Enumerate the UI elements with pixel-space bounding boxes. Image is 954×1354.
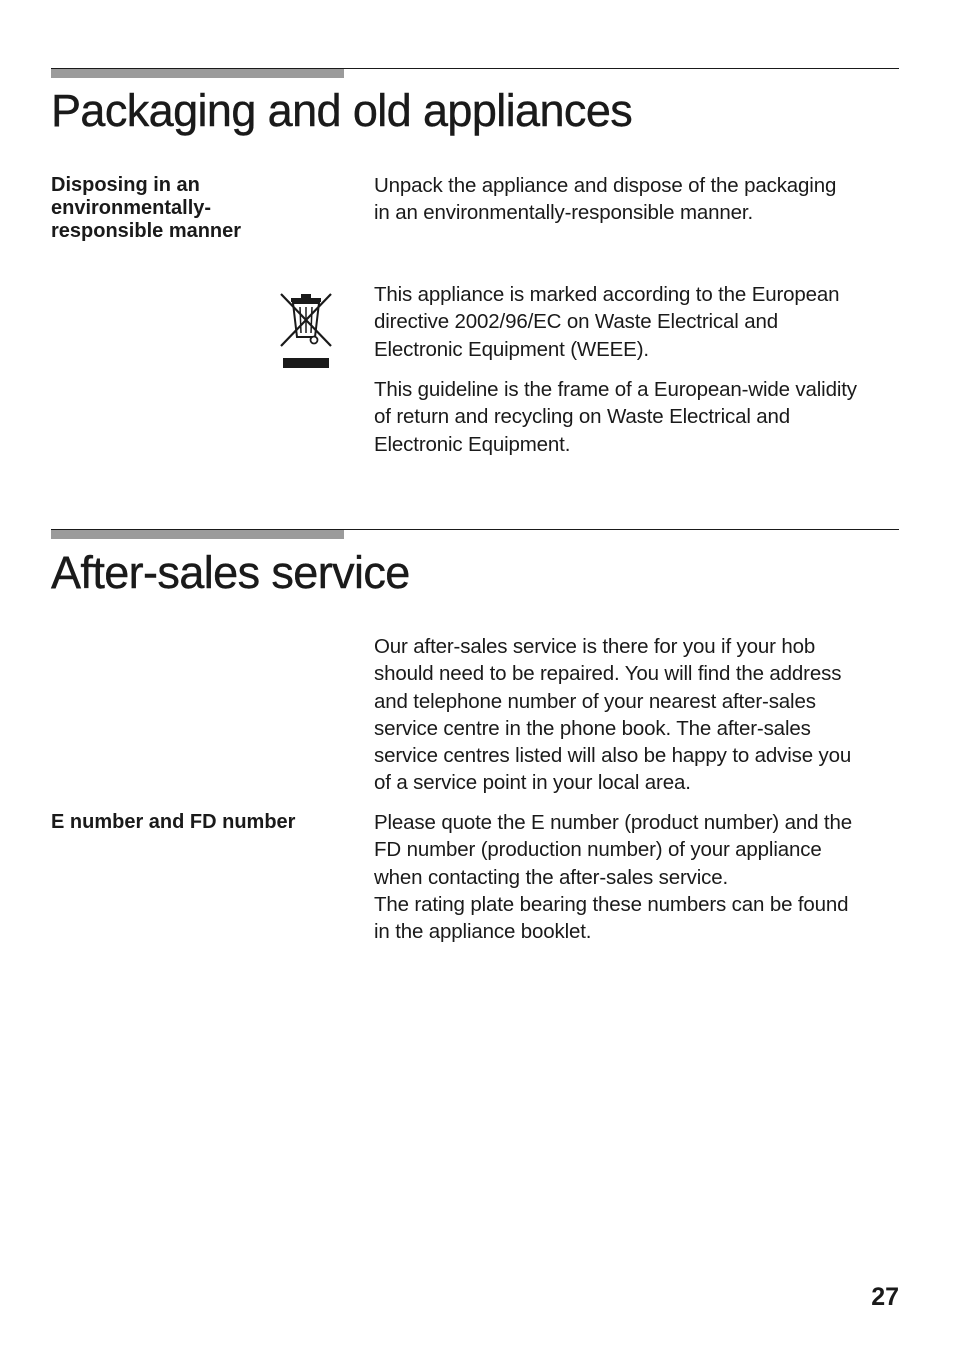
crossed-out-wheelie-bin-icon bbox=[278, 290, 334, 372]
label-disposing: Disposing in an environmentally- responsible manner bbox=[51, 174, 242, 242]
paragraph-weee-directive: This appliance is marked according to the European directive 2002/96/EC on Waste Electrical and Electronic Equipment (WEEE). bbox=[374, 283, 840, 361]
section-rule-thin bbox=[51, 529, 899, 530]
section-rule-thick bbox=[51, 529, 344, 539]
paragraph-unpack: Unpack the appliance and dispose of the packaging in an environmentally-responsible manner. bbox=[374, 174, 837, 225]
label-e-number-fd-number: E number and FD number bbox=[51, 811, 296, 833]
paragraph-guideline: This guideline is the frame of a European-wide validity of return and recycling on Waste Electrical and Electronic Equipment. bbox=[374, 378, 857, 456]
paragraph-service-intro: Our after-sales service is there for you if your hob should need to be repaired. You will find the address and telephone number of your nearest after-sales service centre in the phone book. The after-sales service centres listed will also be happy to advise you of a service point in your local area. bbox=[374, 635, 852, 795]
paragraph-e-number-fd-number: Please quote the E number (product number) and the FD number (production number) of your appliance when contacting the after-sales service. The rating plate bearing these numbers can be found in the appliance booklet. bbox=[374, 811, 852, 944]
section-rule-thin bbox=[51, 68, 899, 69]
heading-packaging: Packaging and old appliances bbox=[51, 85, 633, 136]
heading-after-sales: After-sales service bbox=[51, 547, 410, 598]
page-number: 27 bbox=[871, 1283, 899, 1311]
section-rule-thick bbox=[51, 68, 344, 78]
